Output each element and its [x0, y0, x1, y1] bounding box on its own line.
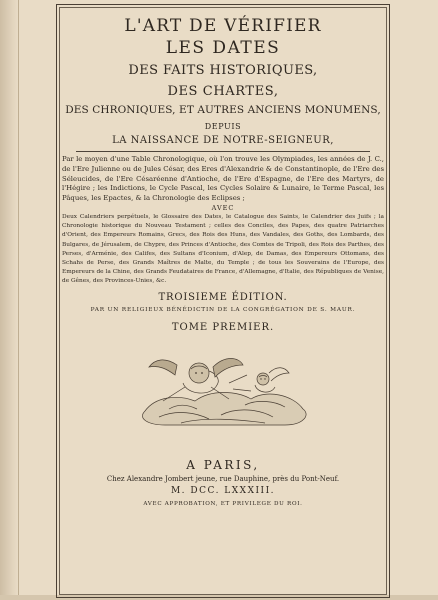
title-line-5: DES CHRONIQUES, ET AUTRES ANCIENS MONUMENS,	[65, 104, 381, 116]
description-paragraph-2: Deux Calendriers perpétuels, le Glossaire des Dates, le Catalogue des Saints, le Calendrier des Juifs ; la Chronologie historique du Nouveau Testament ; celles des Conciles, des Papes, des quatre Patriarches d'Orient, des Empereurs Romains, Grecs, des Rois des Huns, des Vandales, des Goths, des Lombards, des Bulgares, de Jérusalem, de Chypre, des Princes d'Antioche, des Comtes de Tripoli, des Rois des Parthes, des Perses, d'Arménie, des Califes, des Sultans d'Iconium, d'Alep, de Damas, des Empereurs Ottomans, des Schahs de Perse, des Grands Maîtres de Malte, du Temple ; de tous les Souverains de l'Europe, des Empereurs de la Chine, des Grands Feudataires de France, d'Allemagne, d'Italie, des Républiques de Venise, de Gênes, des Provinces-Unies, &c.	[62, 213, 384, 285]
book-spine-shadow	[0, 0, 18, 600]
title-line-naissance: LA NAISSANCE DE NOTRE-SEIGNEUR,	[112, 135, 334, 146]
author-label: PAR UN RELIGIEUX BÉNÉDICTIN DE LA CONGRÉGATION DE S. MAUR.	[90, 306, 356, 313]
page-gutter-line	[18, 0, 19, 600]
title-line-1: L'ART DE VÉRIFIER	[124, 16, 322, 36]
title-line-3: DES FAITS HISTORIQUES,	[128, 63, 318, 78]
title-line-4: DES CHARTES,	[167, 84, 279, 99]
publication-year: M. DCC. LXXXIII.	[170, 485, 276, 496]
engraved-vignette-illustration	[125, 339, 321, 437]
privilege-line: AVEC APPROBATION, ET PRIVILEGE DU ROI.	[143, 500, 303, 507]
publisher-line: Chez Alexandre Jombert jeune, rue Dauphine, près du Pont-Neuf.	[106, 474, 340, 483]
description-paragraph-1: Par le moyen d'une Table Chronologique, où l'on trouve les Olympiades, les années de J. C., de l'Ere Julienne ou de Jules César, des Eres d'Alexandrie & de Constantinople, de l'Ere des Séleucides, de l'Ere Césaréenne d'Antioche, de l'Ere d'Espagne, de l'Ere des Martyrs, de l'Hégire ; les Indictions, le Cycle Pascal, les Cycles Solaire & Lunaire, le Terme Pascal, les Pâques, les Epactes, & la Chronologie des Eclipses ;	[62, 155, 384, 203]
title-line-2: LES DATES	[165, 38, 281, 58]
place-of-publication: A PARIS,	[186, 457, 260, 472]
divider-rule	[76, 151, 370, 152]
tome-label: TOME PREMIER.	[171, 321, 275, 333]
edition-label: TROISIEME ÉDITION.	[158, 291, 288, 303]
avec-label: AVEC	[211, 203, 235, 212]
title-line-depuis: DEPUIS	[204, 122, 242, 131]
title-page	[60, 12, 386, 510]
